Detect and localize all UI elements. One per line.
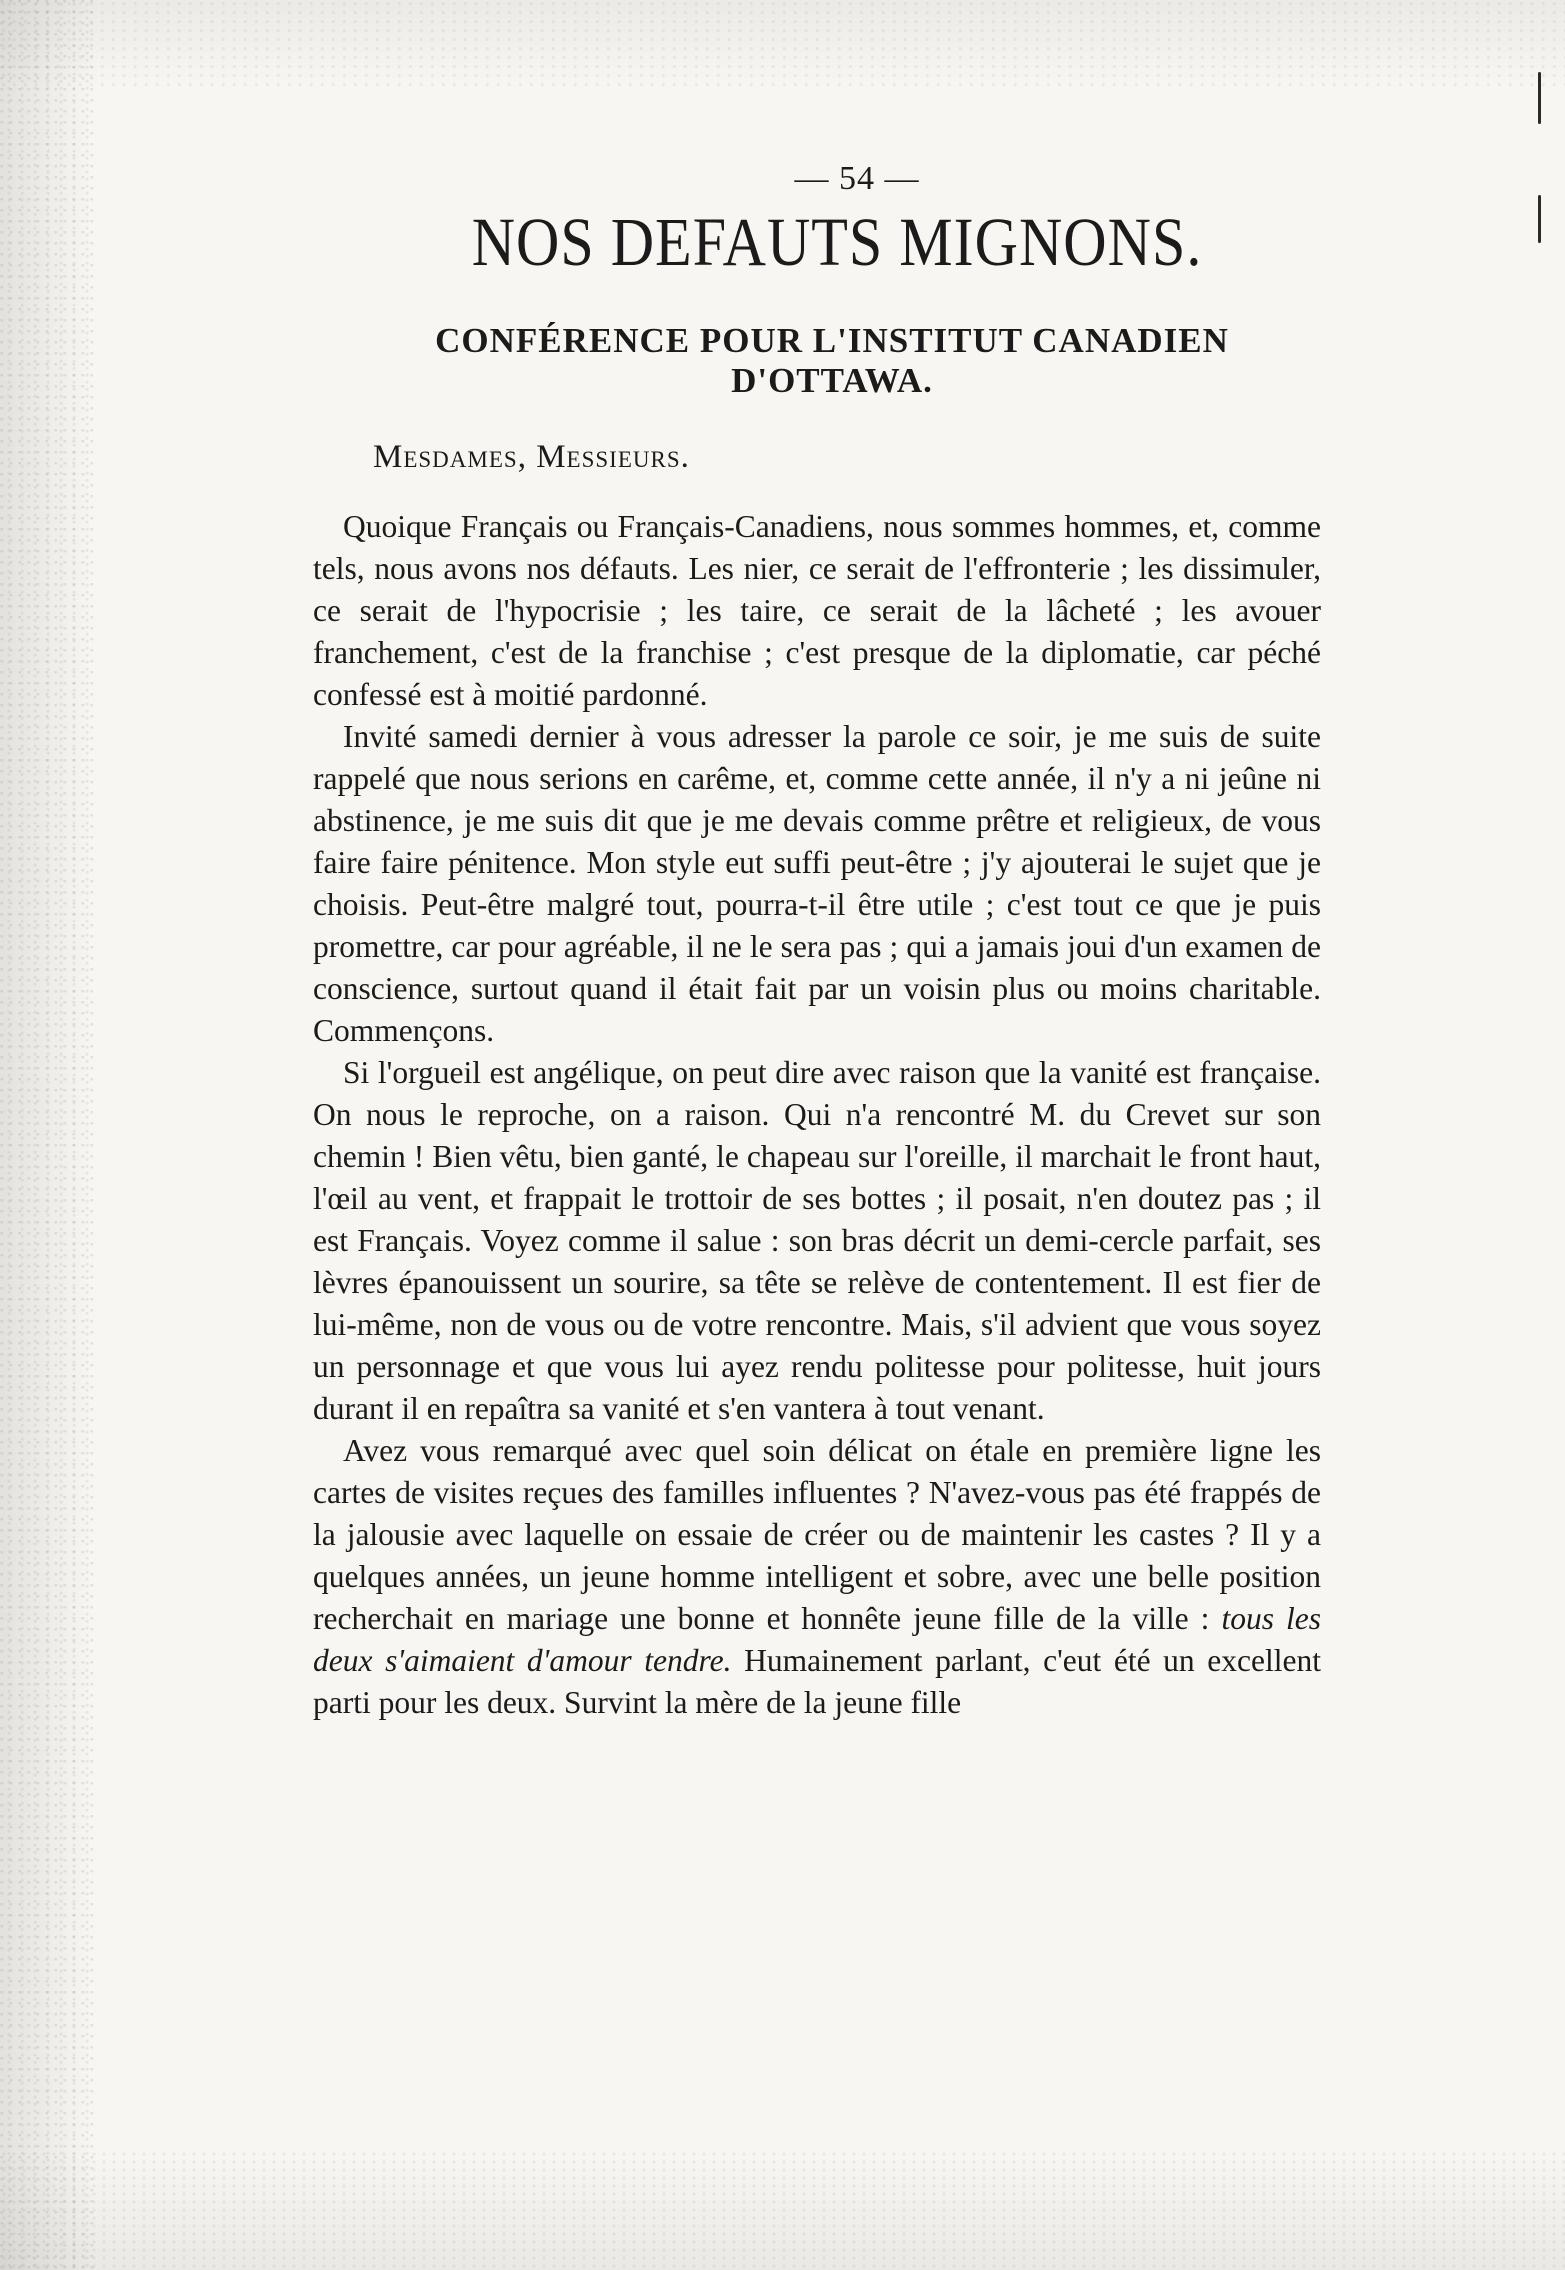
page-title: NOS DEFAUTS MIGNONS. xyxy=(471,203,1203,280)
scan-edge-mark xyxy=(1538,195,1541,243)
body-text xyxy=(313,506,1321,1724)
scan-bottom-edge-noise xyxy=(0,2150,1565,2270)
paragraph-1: Quoique Français ou Français-Canadiens, nous sommes hommes, et, comme tels, nous avons nos défauts. Les nier, ce serait de l'effronterie ; les dissimuler, ce serait de l'hypocrisie ; les taire, ce serait de la lâcheté ; les avouer franchement, c'est de la franchise ; c'est presque de la diplomatie, car péché confessé est à moitié pardonné. xyxy=(313,509,1321,712)
paragraph-3: Si l'orgueil est angélique, on peut dire avec raison que la vanité est française. On nous le reproche, on a raison. Qui n'a rencontré M. du Crevet sur son chemin ! Bien vêtu, bien ganté, le chapeau sur l'oreille, il marchait le front haut, l'œil au vent, et frappait le trottoir de ses bottes ; il posait, n'en doutez pas ; il est Français. Voyez comme il salue : son bras décrit un demi-cercle parfait, ses lèvres épanouissent un sourire, sa tête se relève de contentement. Il est fier de lui-même, non de vous ou de votre rencontre. Mais, s'il advient que vous soyez un personnage et que vous lui ayez rendu politesse pour politesse, huit jours durant il en repaîtra sa vanité et s'en vantera à tout venant. xyxy=(313,1055,1321,1426)
salutation: Mesdames, Messieurs. xyxy=(373,439,690,475)
paragraph-4-text-after: Humainement parlant, c'eut été un excellent parti pour les deux. Survint la mère de la jeune fille xyxy=(313,1643,1321,1720)
paragraph-4-italic-quote: tous les deux s'aimaient d'amour tendre. xyxy=(313,1601,1321,1678)
page-content xyxy=(313,160,1321,1724)
paragraph-2: Invité samedi dernier à vous adresser la parole ce soir, je me suis de suite rappelé que nous serions en carême, et, comme cette année, il n'y a ni jeûne ni abstinence, je me suis dit que je me devais comme prêtre et religieux, de vous faire faire pénitence. Mon style eut suffi peut-être ; j'y ajouterai le sujet que je choisis. Peut-être malgré tout, pourra-t-il être utile ; c'est tout ce que je puis promettre, car pour agréable, il ne le sera pas ; qui a jamais joui d'un examen de conscience, surtout quand il était fait par un voisin plus ou moins charitable. Commençons. xyxy=(313,719,1321,1048)
page-number: — 54 — xyxy=(794,160,920,197)
scan-top-edge-noise xyxy=(0,0,1565,90)
paragraph-4 xyxy=(313,1430,1321,1724)
scan-left-edge-noise xyxy=(0,0,95,2270)
page-subtitle: CONFÉRENCE POUR L'INSTITUT CANADIEN D'OTTAWA. xyxy=(435,321,1229,400)
scan-edge-mark xyxy=(1538,72,1541,124)
paragraph-4-text-before: Avez vous remarqué avec quel soin délicat on étale en première ligne les cartes de visites reçues des familles influentes ? N'avez-vous pas été frappés de la jalousie avec laquelle on essaie de créer ou de maintenir les castes ? Il y a quelques années, un jeune homme intelligent et sobre, avec une belle position recherchait en mariage une bonne et honnête jeune fille de la ville : xyxy=(313,1433,1321,1636)
